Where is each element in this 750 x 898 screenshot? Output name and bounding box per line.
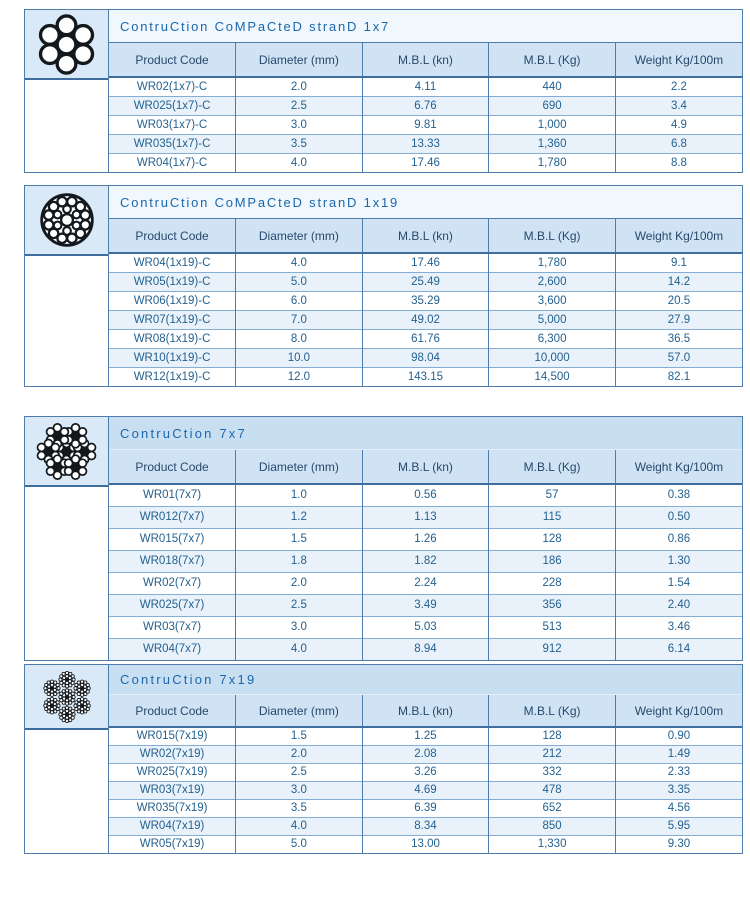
table-row [109, 96, 742, 115]
table-cell: 2.5 [236, 594, 363, 616]
table-cell: 1.54 [615, 572, 742, 594]
table-cell: 1.5 [236, 528, 363, 550]
table-cell: 1,330 [489, 835, 616, 853]
table-row [109, 572, 742, 594]
table-cell: 7.0 [236, 310, 363, 329]
table-area [109, 10, 742, 172]
table-cell: 1,360 [489, 134, 616, 153]
table-cell: 128 [489, 727, 616, 745]
left-column [25, 665, 109, 853]
header-row [109, 219, 742, 253]
table-row [109, 134, 742, 153]
spec-table [109, 43, 742, 172]
table-row [109, 367, 742, 386]
table-row [109, 781, 742, 799]
table-cell: 6.8 [615, 134, 742, 153]
table-cell: WR015(7x7) [109, 528, 236, 550]
table-cell: 57 [489, 484, 616, 506]
table-title: ContruCtion CoMPaCteD stranD 1x19 [109, 186, 742, 219]
table-cell: 4.0 [236, 253, 363, 272]
header-row [109, 43, 742, 77]
table-cell: 3.35 [615, 781, 742, 799]
table-cell: 98.04 [362, 348, 489, 367]
spec-block-compacted-strand-1x7 [24, 9, 743, 173]
table-cell: 5.0 [236, 272, 363, 291]
table-cell: 3,600 [489, 291, 616, 310]
table-row [109, 745, 742, 763]
table-cell: 12.0 [236, 367, 363, 386]
table-cell: WR02(7x19) [109, 745, 236, 763]
table-cell: 2.40 [615, 594, 742, 616]
table-cell: WR025(7x19) [109, 763, 236, 781]
column-header: M.B.L (kn) [362, 43, 489, 77]
table-cell: 13.00 [362, 835, 489, 853]
header-row [109, 695, 742, 727]
table-cell: 4.9 [615, 115, 742, 134]
table-cell: 0.90 [615, 727, 742, 745]
table-cell: WR035(7x19) [109, 799, 236, 817]
table-cell: WR08(1x19)-C [109, 329, 236, 348]
table-cell: 25.49 [362, 272, 489, 291]
table-cell: 82.1 [615, 367, 742, 386]
table-cell: 2.24 [362, 572, 489, 594]
table-row [109, 506, 742, 528]
table-cell: 6.39 [362, 799, 489, 817]
table-cell: 186 [489, 550, 616, 572]
table-cell: 2.08 [362, 745, 489, 763]
table-cell: 4.56 [615, 799, 742, 817]
rope-7x7-icon [34, 419, 99, 484]
table-cell: 5.0 [236, 835, 363, 853]
table-cell: 0.86 [615, 528, 742, 550]
table-cell: 10,000 [489, 348, 616, 367]
table-title: ContruCtion CoMPaCteD stranD 1x7 [109, 10, 742, 43]
table-row [109, 594, 742, 616]
wire-rope-spec-sheet [0, 9, 750, 854]
table-cell: WR06(1x19)-C [109, 291, 236, 310]
column-header: Diameter (mm) [236, 219, 363, 253]
column-header: M.B.L (Kg) [489, 695, 616, 727]
table-cell: 4.0 [236, 153, 363, 172]
table-cell: 6.0 [236, 291, 363, 310]
table-cell: 3.5 [236, 134, 363, 153]
table-row [109, 799, 742, 817]
table-cell: 6.76 [362, 96, 489, 115]
table-cell: 5.95 [615, 817, 742, 835]
table-row [109, 348, 742, 367]
table-row [109, 77, 742, 96]
table-row [109, 253, 742, 272]
table-cell: 478 [489, 781, 616, 799]
table-cell: WR02(1x7)-C [109, 77, 236, 96]
table-cell: 0.56 [362, 484, 489, 506]
column-header: Product Code [109, 43, 236, 77]
table-cell: 212 [489, 745, 616, 763]
table-cell: 3.4 [615, 96, 742, 115]
table-cell: 14,500 [489, 367, 616, 386]
table-cell: 17.46 [362, 153, 489, 172]
strand-1x7-icon [35, 13, 98, 76]
strand-1x7-icon [25, 10, 108, 80]
table-row [109, 310, 742, 329]
table-cell: 6,300 [489, 329, 616, 348]
spec-table [109, 219, 742, 386]
spec-block-7x19 [24, 664, 743, 854]
table-cell: 36.5 [615, 329, 742, 348]
spec-block-compacted-strand-1x19 [24, 185, 743, 387]
left-spacer-cell [25, 487, 108, 660]
table-cell: 1.26 [362, 528, 489, 550]
column-header: Product Code [109, 219, 236, 253]
table-cell: WR03(7x19) [109, 781, 236, 799]
table-cell: 13.33 [362, 134, 489, 153]
column-header: Product Code [109, 450, 236, 484]
table-cell: 4.0 [236, 638, 363, 660]
table-cell: 2.0 [236, 745, 363, 763]
table-cell: WR025(1x7)-C [109, 96, 236, 115]
table-row [109, 638, 742, 660]
table-cell: WR12(1x19)-C [109, 367, 236, 386]
table-cell: 2,600 [489, 272, 616, 291]
column-header: M.B.L (Kg) [489, 43, 616, 77]
table-cell: 690 [489, 96, 616, 115]
table-cell: WR03(7x7) [109, 616, 236, 638]
table-cell: 228 [489, 572, 616, 594]
table-area [109, 417, 742, 660]
table-row [109, 763, 742, 781]
header-row [109, 450, 742, 484]
table-cell: WR015(7x19) [109, 727, 236, 745]
table-row [109, 835, 742, 853]
table-row [109, 727, 742, 745]
table-cell: WR018(7x7) [109, 550, 236, 572]
table-cell: 3.46 [615, 616, 742, 638]
table-cell: 8.34 [362, 817, 489, 835]
table-cell: 4.0 [236, 817, 363, 835]
table-cell: WR012(7x7) [109, 506, 236, 528]
table-row [109, 272, 742, 291]
table-cell: 3.5 [236, 799, 363, 817]
table-cell: 17.46 [362, 253, 489, 272]
table-cell: 2.5 [236, 763, 363, 781]
table-cell: 1.2 [236, 506, 363, 528]
table-cell: 49.02 [362, 310, 489, 329]
table-cell: 1.5 [236, 727, 363, 745]
table-title: ContruCtion 7x7 [109, 417, 742, 450]
table-cell: 356 [489, 594, 616, 616]
table-row [109, 329, 742, 348]
table-cell: 5.03 [362, 616, 489, 638]
table-cell: 440 [489, 77, 616, 96]
table-cell: 4.69 [362, 781, 489, 799]
table-cell: WR04(7x7) [109, 638, 236, 660]
table-cell: 1.49 [615, 745, 742, 763]
column-header: Diameter (mm) [236, 695, 363, 727]
table-cell: 1,780 [489, 253, 616, 272]
table-area [109, 186, 742, 386]
table-cell: 2.2 [615, 77, 742, 96]
column-header: M.B.L (Kg) [489, 450, 616, 484]
left-spacer-cell [25, 730, 108, 853]
table-cell: WR03(1x7)-C [109, 115, 236, 134]
table-cell: WR035(1x7)-C [109, 134, 236, 153]
table-cell: WR07(1x19)-C [109, 310, 236, 329]
left-column [25, 186, 109, 386]
column-header: M.B.L (kn) [362, 695, 489, 727]
table-cell: 652 [489, 799, 616, 817]
rope-7x7-icon [25, 417, 108, 487]
table-cell: 61.76 [362, 329, 489, 348]
column-header: Diameter (mm) [236, 43, 363, 77]
table-cell: 10.0 [236, 348, 363, 367]
table-cell: 513 [489, 616, 616, 638]
table-cell: 2.33 [615, 763, 742, 781]
column-header: M.B.L (kn) [362, 450, 489, 484]
table-cell: 143.15 [362, 367, 489, 386]
table-cell: WR05(7x19) [109, 835, 236, 853]
strand-1x19-compacted-icon [37, 190, 97, 250]
table-cell: 1.0 [236, 484, 363, 506]
column-header: Weight Kg/100m [615, 450, 742, 484]
table-cell: 3.26 [362, 763, 489, 781]
table-row [109, 291, 742, 310]
column-header: Weight Kg/100m [615, 219, 742, 253]
table-cell: 3.0 [236, 781, 363, 799]
rope-7x19-icon [38, 668, 96, 726]
column-header: M.B.L (Kg) [489, 219, 616, 253]
table-cell: 115 [489, 506, 616, 528]
table-cell: 2.0 [236, 572, 363, 594]
table-cell: 6.14 [615, 638, 742, 660]
table-cell: WR02(7x7) [109, 572, 236, 594]
table-cell: WR04(1x7)-C [109, 153, 236, 172]
column-header: Weight Kg/100m [615, 43, 742, 77]
table-cell: 4.11 [362, 77, 489, 96]
column-header: Product Code [109, 695, 236, 727]
table-cell: 2.0 [236, 77, 363, 96]
table-cell: 850 [489, 817, 616, 835]
column-header: Diameter (mm) [236, 450, 363, 484]
table-title: ContruCtion 7x19 [109, 665, 742, 695]
table-cell: 128 [489, 528, 616, 550]
left-spacer-cell [25, 80, 108, 172]
table-row [109, 153, 742, 172]
table-cell: 57.0 [615, 348, 742, 367]
table-row [109, 115, 742, 134]
table-cell: 1.25 [362, 727, 489, 745]
table-cell: 9.81 [362, 115, 489, 134]
left-column [25, 10, 109, 172]
left-spacer-cell [25, 256, 108, 386]
table-row [109, 484, 742, 506]
table-cell: WR10(1x19)-C [109, 348, 236, 367]
table-cell: 8.0 [236, 329, 363, 348]
table-cell: 8.94 [362, 638, 489, 660]
table-cell: 1,780 [489, 153, 616, 172]
table-cell: 3.0 [236, 616, 363, 638]
spec-block-7x7 [24, 416, 743, 661]
table-row [109, 550, 742, 572]
table-cell: 2.5 [236, 96, 363, 115]
table-cell: WR04(1x19)-C [109, 253, 236, 272]
table-cell: 3.0 [236, 115, 363, 134]
table-cell: 3.49 [362, 594, 489, 616]
table-row [109, 528, 742, 550]
rope-7x19-icon [25, 665, 108, 730]
table-area [109, 665, 742, 853]
table-row [109, 616, 742, 638]
table-cell: 0.38 [615, 484, 742, 506]
table-cell: 27.9 [615, 310, 742, 329]
spec-table [109, 695, 742, 853]
table-cell: WR04(7x19) [109, 817, 236, 835]
table-cell: 332 [489, 763, 616, 781]
table-cell: WR05(1x19)-C [109, 272, 236, 291]
column-header: Weight Kg/100m [615, 695, 742, 727]
table-cell: WR025(7x7) [109, 594, 236, 616]
left-column [25, 417, 109, 660]
table-cell: 0.50 [615, 506, 742, 528]
table-cell: 20.5 [615, 291, 742, 310]
spec-table [109, 450, 742, 660]
table-cell: WR01(7x7) [109, 484, 236, 506]
table-cell: 8.8 [615, 153, 742, 172]
table-cell: 1.8 [236, 550, 363, 572]
table-cell: 5,000 [489, 310, 616, 329]
table-cell: 912 [489, 638, 616, 660]
strand-1x19-compacted-icon [25, 186, 108, 256]
column-header: M.B.L (kn) [362, 219, 489, 253]
table-cell: 1,000 [489, 115, 616, 134]
table-row [109, 817, 742, 835]
table-cell: 1.30 [615, 550, 742, 572]
table-cell: 9.1 [615, 253, 742, 272]
table-cell: 9.30 [615, 835, 742, 853]
table-cell: 35.29 [362, 291, 489, 310]
table-cell: 1.82 [362, 550, 489, 572]
table-cell: 14.2 [615, 272, 742, 291]
table-cell: 1.13 [362, 506, 489, 528]
